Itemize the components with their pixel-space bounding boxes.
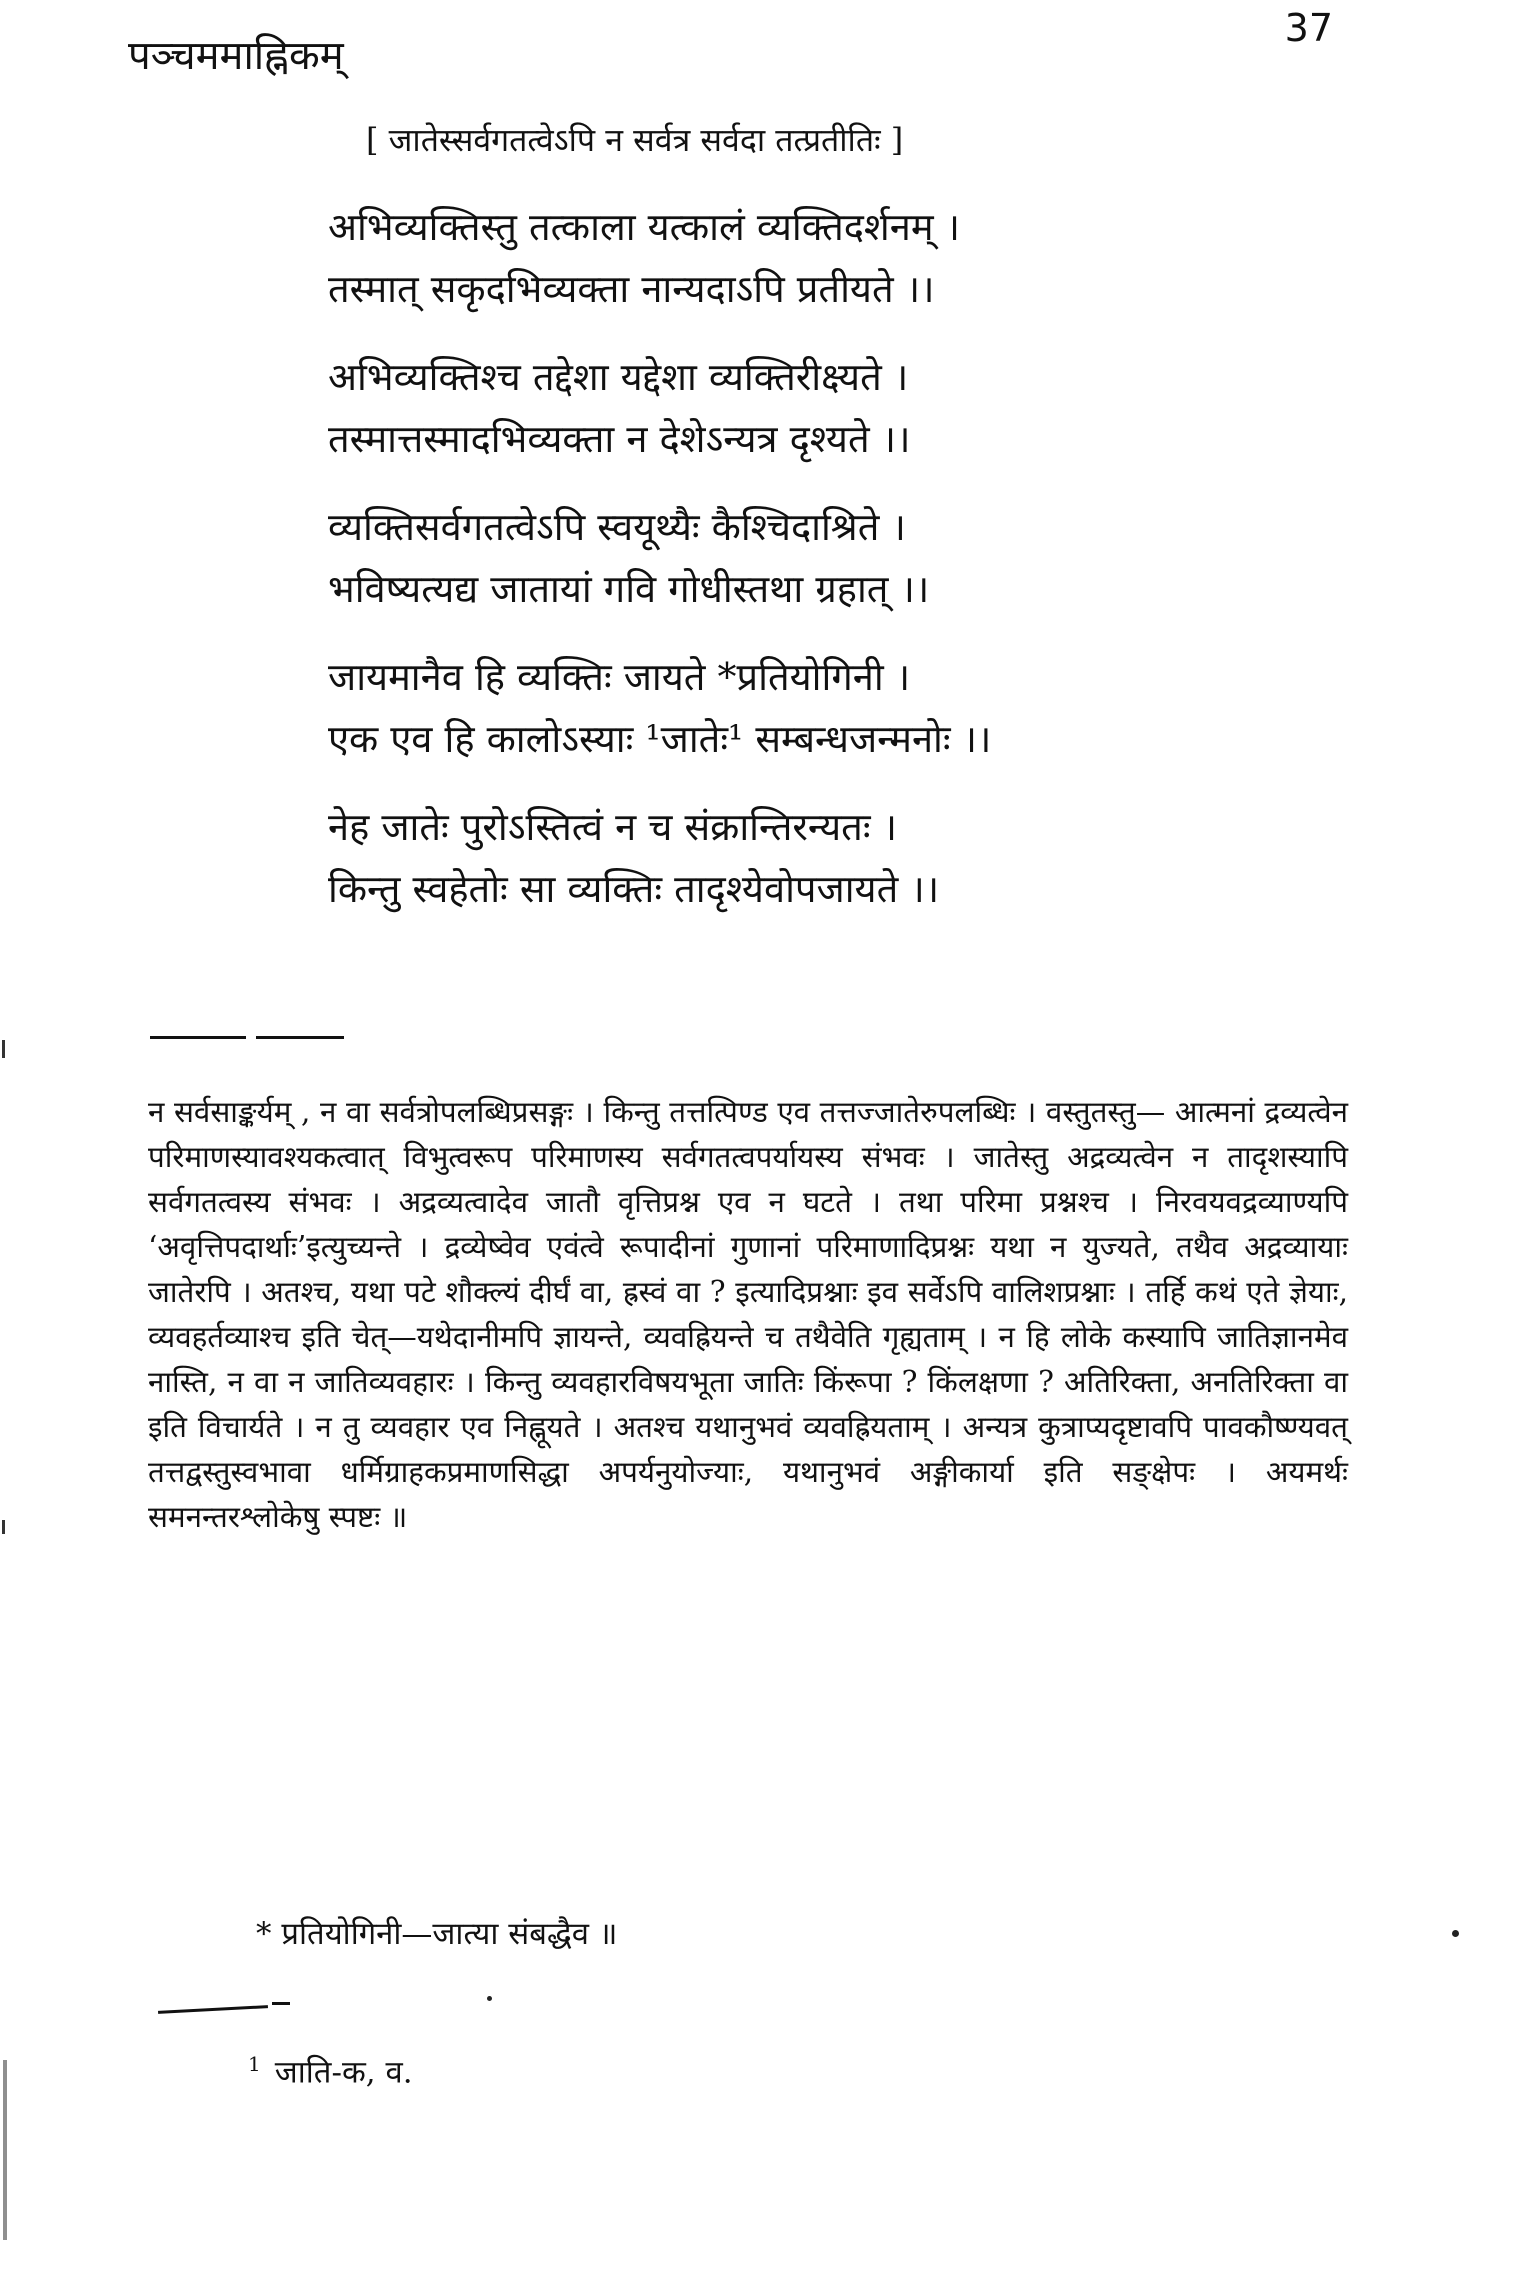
footnote-rule [272,2002,290,2005]
page-number: 37 [1284,6,1333,50]
verse [328,646,1288,770]
commentary-text: न सर्वसाङ्कर्यम् , न वा सर्वत्रोपलब्धिप्रसङ्गः । किन्तु तत्तत्पिण्ड एव तत्तज्जातेरुपलब्धिः । वस्तुतस्तु— आत्मनां द्रव्यत्वेन परिमाणस्यावश्यकत्वात् विभुत्वरूप परिमाणस्य सर्वगतत्वपर्यायस्य संभवः । जातेस्तु अद्रव्यत्वेन न तादृशस्यापि सर्वगतत्वस्य संभवः । अद्रव्यत्वादेव जातौ वृत्तिप्रश्न एव न घटते । तथा परिमा प्रश्नश्च । निरवयवद्रव्याण्यपि ‘अवृत्तिपदार्थाः’इत्युच्यन्ते । द्रव्येष्वेव एवंत्वे रूपादीनां गुणानां परिमाणादिप्रश्नः यथा न युज्यते, तथैव अद्रव्यायाः जातेरपि । अतश्च, यथा पटे शौक्ल्यं दीर्घं वा, ह्रस्वं वा ? इत्यादिप्रश्नाः इव सर्वेऽपि वालिशप्रश्नाः । तर्हि कथं एते ज्ञेयाः, व्यवहर्तव्याश्च इति चेत्—यथेदानीमपि ज्ञायन्ते, व्यवह्रियन्ते च तथैवेति गृह्यताम् । न हि लोके कस्यापि जातिज्ञानमेव नास्ति, न वा न जातिव्यवहारः । किन्तु व्यवहारविषयभूता जातिः किंरूपा ? किंलक्षणा ? अतिरिक्ता, अनतिरिक्ता वा इति विचार्यते । न तु व्यवहार एव निह्नूयते । अतश्च यथानुभवं व्यवह्रियताम् । अन्यत्र कुत्राप्यदृष्टावपि पावकौष्ण्यवत् तत्तद्वस्तुस्वभावा धर्मिग्राहकप्रमाणसिद्धा अपर्यनुयोज्याः, यथानुभवं अङ्गीकार्या इति सङ्क्षेपः । अयमर्थः समनन्तरश्लोकेषु स्पष्टः ॥ [148,1095,1348,1534]
stray-mark [1452,1930,1459,1937]
verse-line: जायमानैव हि व्यक्तिः जायते *प्रतियोगिनी । [328,655,911,699]
verse-line: किन्तु स्वहेतोः सा व्यक्तिः तादृश्येवोपजायते ।। [328,867,940,911]
scan-edge-mark [3,2060,7,2240]
footnote-rule [158,2005,268,2014]
verse-line: एक एव हि कालोऽस्याः ¹जातेः¹ सम्बन्धजन्मनोः ।। [328,717,992,761]
verse-line: अभिव्यक्तिश्च तद्देशा यद्देशा व्यक्तिरीक्ष्यते । [328,355,909,399]
footnote-text: जाति-क, व. [274,2054,413,2091]
verse-line: व्यक्तिसर्वगतत्वेऽपि स्वयूथ्यैः कैश्चिदाश्रिते । [328,505,906,549]
verse [328,796,1288,920]
verse-block [328,196,1288,946]
running-head: पञ्चममाह्निकम् [128,33,344,79]
separator-rule [150,1036,246,1039]
section-heading: [ जातेस्सर्वगतत्वेऽपि न सर्वत्र सर्वदा तत्प्रतीतिः ] [366,121,904,159]
verse [328,196,1288,320]
footnote [248,2038,413,2098]
verse-line: तस्मात्तस्मादभिव्यक्ता न देशेऽन्यत्र दृश्यते ।। [328,417,911,461]
footnote-marker: 1 [248,2052,261,2076]
asterisk-note: * प्रतियोगिनी—जात्या संबद्धैव ॥ [256,1916,618,1952]
separator-rule [256,1036,344,1039]
verse [328,346,1288,470]
verse-line: भविष्यत्यद्य जातायां गवि गोधीस्तथा ग्रहात् ।। [328,567,930,611]
scan-edge-mark [2,1520,5,1534]
scan-edge-mark [2,1040,5,1058]
verse [328,496,1288,620]
stray-mark [487,1996,492,2001]
verse-line: नेह जातेः पुरोऽस्तित्वं न च संक्रान्तिरन्यतः । [328,805,897,849]
verse-line: अभिव्यक्तिस्तु तत्काला यत्कालं व्यक्तिदर्शनम् । [328,205,961,249]
verse-line: तस्मात् सकृदभिव्यक्ता नान्यदाऽपि प्रतीयते ।। [328,267,935,311]
